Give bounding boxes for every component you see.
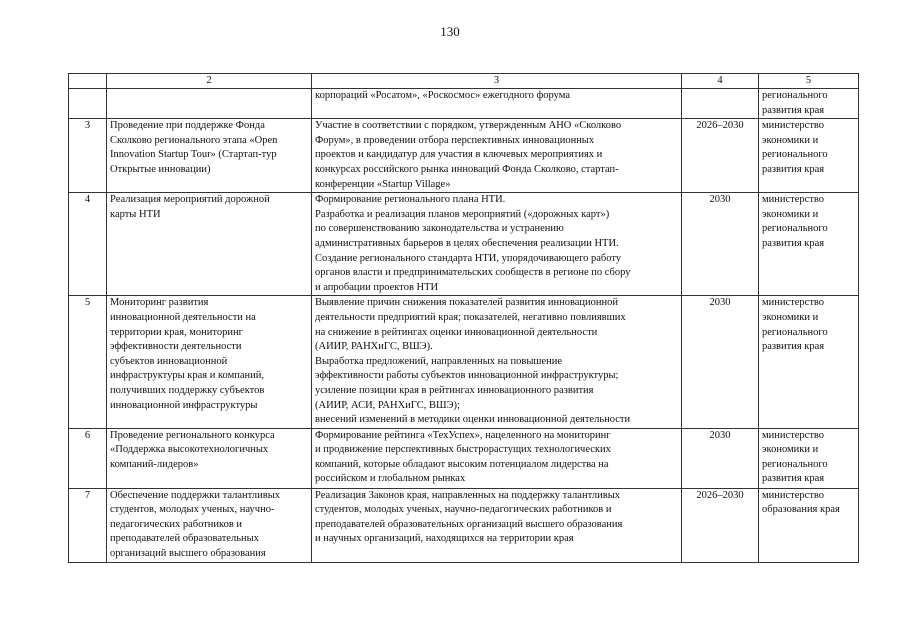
header-cell-2: 2 <box>107 74 312 89</box>
row-number-cell: 7 <box>69 488 107 562</box>
row-number-cell: 5 <box>69 296 107 428</box>
executor-cell: министерство образования края <box>759 488 859 562</box>
table-row <box>69 193 859 296</box>
header-cell-1 <box>69 74 107 89</box>
page-number: 130 <box>440 24 460 39</box>
executor-cell: министерство экономики и регионального развития края <box>759 296 859 428</box>
term-cell <box>682 89 759 119</box>
executor-cell: министерство экономики и регионального развития края <box>759 428 859 488</box>
table-row <box>69 488 859 562</box>
row-number-cell <box>69 89 107 119</box>
measure-cell: Проведение регионального конкурса «Поддержка высокотехнологичных компаний-лидеров» <box>107 428 312 488</box>
measures-table <box>68 73 859 563</box>
table-row <box>69 119 859 193</box>
content-cell: Выявление причин снижения показателей развития инновационной деятельности предприятий края; показателей, негативно повлиявших на снижение в рейтингах оценки инновационной деятельности (АИИР, РАНХиГС, ВШЭ). Выработка предложений, направленных на повышение эффективности работы субъектов инновационной инфраструктуры; усиление позиции края в рейтингах инновационного развития (АИИР, АСИ, РАНХиГС, ВШЭ); внесений изменений в методики оценки инновационной деятельности <box>312 296 682 428</box>
content-cell: корпораций «Росатом», «Роскосмос» ежегодного форума <box>312 89 682 119</box>
executor-cell: министерство экономики и регионального развития края <box>759 193 859 296</box>
table-header-row <box>69 74 859 89</box>
table-row <box>69 89 859 119</box>
table-row <box>69 428 859 488</box>
term-cell: 2030 <box>682 193 759 296</box>
term-cell: 2026–2030 <box>682 488 759 562</box>
content-cell: Формирование регионального плана НТИ. Разработка и реализация планов мероприятий («дорожных карт») по совершенствованию законодательства и устранению административных барьеров в целях обеспечения реализации НТИ. Создание регионального стандарта НТИ, упорядочивающего работу органов власти и предпринимательских сообществ в регионе по сбору и апробации проектов НТИ <box>312 193 682 296</box>
row-number-cell: 3 <box>69 119 107 193</box>
term-cell: 2030 <box>682 428 759 488</box>
header-cell-3: 3 <box>312 74 682 89</box>
executor-cell: регионального развития края <box>759 89 859 119</box>
measure-cell: Проведение при поддержке Фонда Сколково регионального этапа «Open Innovation Startup Tour» (Стартап-тур Открытые инновации) <box>107 119 312 193</box>
measure-cell <box>107 89 312 119</box>
measure-cell: Реализация мероприятий дорожной карты НТИ <box>107 193 312 296</box>
content-cell: Участие в соответствии с порядком, утвержденным АНО «Сколково Форум», в проведении отбора перспективных инновационных проектов и кандидатур для участия в ключевых мероприятиях и конкурсах российского рынка инноваций Фонда Сколково, стартап- конференции «Startup Village» <box>312 119 682 193</box>
term-cell: 2026–2030 <box>682 119 759 193</box>
table-row <box>69 296 859 428</box>
content-cell: Формирование рейтинга «ТехУспех», нацеленного на мониторинг и продвижение перспективных быстрорастущих технологических компаний, которые обладают высоким потенциалом лидерства на российском и глобальном рынках <box>312 428 682 488</box>
header-cell-4: 4 <box>682 74 759 89</box>
row-number-cell: 4 <box>69 193 107 296</box>
content-cell: Реализация Законов края, направленных на поддержку талантливых студентов, молодых ученых, научно-педагогических работников и преподавателей образовательных организаций высшего образования и научных организаций, находящихся на территории края <box>312 488 682 562</box>
row-number-cell: 6 <box>69 428 107 488</box>
header-cell-5: 5 <box>759 74 859 89</box>
measure-cell: Обеспечение поддержки талантливых студентов, молодых ученых, научно- педагогических работников и преподавателей образовательных организаций высшего образования <box>107 488 312 562</box>
measure-cell: Мониторинг развития инновационной деятельности на территории края, мониторинг эффективности деятельности субъектов инновационной инфраструктуры края и компаний, получивших поддержку субъектов инновационной инфраструктуры <box>107 296 312 428</box>
executor-cell: министерство экономики и регионального развития края <box>759 119 859 193</box>
term-cell: 2030 <box>682 296 759 428</box>
